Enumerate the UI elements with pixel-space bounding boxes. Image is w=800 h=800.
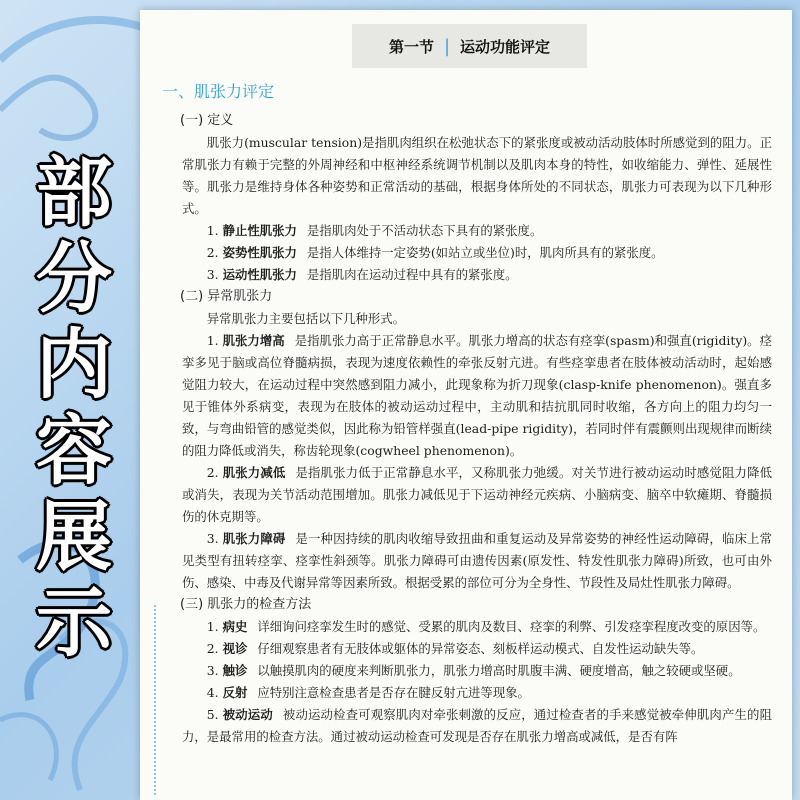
item-text: 被动运动检查可观察肌肉对牵张刺激的反应，通过检查者的手来感觉被牵伸肌肉产生的阻力，是最常用的检查方法。通过被动运动检查可发现是否存在肌张力增高或减低，是否有阵 — [182, 707, 772, 744]
list-item — [182, 264, 772, 286]
section-number: 第一节 — [388, 37, 434, 56]
list-item — [182, 462, 772, 528]
item-term: 运动性肌张力 — [222, 267, 297, 282]
item-term: 触诊 — [222, 663, 248, 678]
side-title-char: 部 — [36, 148, 112, 237]
section-header — [352, 24, 587, 68]
item-text: 是指人体维持一定姿势(如站立或坐位)时，肌肉所具有的紧张度。 — [306, 245, 664, 260]
subsection-heading: (二) 异常肌张力 — [180, 289, 273, 304]
header-divider: | — [443, 35, 451, 57]
item-number: 3. — [206, 663, 219, 678]
page-content — [162, 74, 772, 748]
item-number: 2. — [206, 245, 219, 260]
item-text: 是指肌张力低于正常静息水平，又称肌张力弛缓。对关节进行被动运动时感觉阻力降低或消失，表现为关节活动范围增加。肌张力减低见于下运动神经元疾病、小脑病变、脑卒中软瘫期、脊髓损伤的休克期等。 — [182, 465, 772, 524]
chapter-heading: 一、肌张力评定 — [162, 82, 275, 101]
item-term: 肌张力增高 — [222, 333, 285, 348]
subsection-heading: (三) 肌张力的检查方法 — [180, 597, 312, 612]
list-item — [182, 682, 772, 704]
item-number: 3. — [206, 531, 219, 546]
subsection-heading: (一) 定义 — [180, 113, 234, 128]
item-term: 肌张力减低 — [222, 465, 286, 480]
list-item — [182, 330, 772, 462]
paragraph: 肌张力(muscular tension)是指肌肉组织在松弛状态下的紧张度或被动活动肢体时所感觉到的阻力。正常肌张力有赖于完整的外周神经和中枢神经系统调节机制以及肌肉本身的特性，如收缩能力、弹性、延展性等。肌张力是维持身体各种姿势和正常活动的基础，根据身体所处的不同状态，肌张力可表现为以下几种形式。 — [182, 135, 772, 216]
book-page — [140, 10, 792, 800]
item-term: 反射 — [222, 685, 248, 700]
item-number: 1. — [206, 333, 219, 348]
side-title-char: 示 — [36, 578, 112, 667]
item-number: 1. — [206, 223, 219, 238]
list-item — [182, 660, 772, 682]
side-title-char: 展 — [36, 492, 112, 581]
item-text: 是一种因持续的肌肉收缩导致扭曲和重复运动及异常姿势的神经性运动障碍，临床上常见类型有扭转痉挛、痉挛性斜颈等。肌张力障碍可由遗传因素(原发性、特发性肌张力障碍)所致，也可由外伤、感染、中毒及代谢异常等因素所致。根据受累的部位可分为全身性、节段性及局灶性肌张力障碍。 — [182, 531, 772, 590]
content-blocks — [182, 110, 772, 748]
side-title-char: 容 — [36, 406, 112, 495]
list-item — [182, 528, 772, 594]
list-item — [182, 616, 772, 638]
item-text: 是指肌张力高于正常静息水平。肌张力增高的状态有痉挛(spasm)和强直(rigidity)。痉挛多见于脑或高位脊髓病损，表现为速度依赖性的牵张反射亢进。有些痉挛患者在肢体被动活动时，起始感觉阻力较大，在运动过程中突然感到阻力减小，此现象称为折刀现象(clasp-knife phenomenon)。强直多见于锥体外系病变，表现为在肢体的被动运动过程中，主动肌和拮抗肌同时收缩，各方向上的阻力均匀一致，与弯曲铅管的感觉类似，因此称为铅管样强直(lead-pipe rigidity)，若同时伴有震颤则出现规律而断续的阻力降低或消失，称齿轮现象(cogwheel phenomenon)。 — [182, 333, 772, 458]
margin-dotted-line — [154, 605, 156, 795]
item-text: 以触摸肌肉的硬度来判断肌张力，肌张力增高时肌腹丰满、硬度增高，触之较硬或坚硬。 — [257, 663, 741, 678]
item-number: 4. — [206, 685, 219, 700]
item-text: 仔细观察患者有无肢体或躯体的异常姿态、刻板样运动模式、自发性运动缺失等。 — [257, 641, 704, 656]
item-number: 5. — [206, 707, 219, 722]
section-title: 运动功能评定 — [460, 37, 551, 56]
list-item — [182, 704, 772, 748]
item-text: 是指肌肉在运动过程中具有的紧张度。 — [306, 267, 518, 282]
item-text: 详细询问痉挛发生时的感觉、受累的肌肉及数目、痉挛的利弊、引发痉挛程度改变的原因等。 — [257, 619, 766, 634]
side-title-char: 内 — [36, 320, 112, 409]
side-title-char: 分 — [36, 234, 112, 323]
item-term: 病史 — [222, 619, 248, 634]
item-term: 静止性肌张力 — [222, 223, 297, 238]
list-item — [182, 220, 772, 242]
side-title — [14, 150, 134, 666]
item-number: 1. — [206, 619, 219, 634]
item-text: 应特别注意检查患者是否存在腱反射亢进等现象。 — [257, 685, 530, 700]
item-number: 2. — [206, 641, 219, 656]
item-number: 3. — [206, 267, 219, 282]
item-term: 被动运动 — [222, 707, 273, 722]
paragraph: 异常肌张力主要包括以下几种形式。 — [206, 311, 406, 326]
item-number: 2. — [206, 465, 219, 480]
item-term: 肌张力障碍 — [222, 531, 286, 546]
item-text: 是指肌肉处于不活动状态下具有的紧张度。 — [306, 223, 543, 238]
item-term: 视诊 — [222, 641, 248, 656]
list-item — [182, 638, 772, 660]
item-term: 姿势性肌张力 — [222, 245, 297, 260]
list-item — [182, 242, 772, 264]
